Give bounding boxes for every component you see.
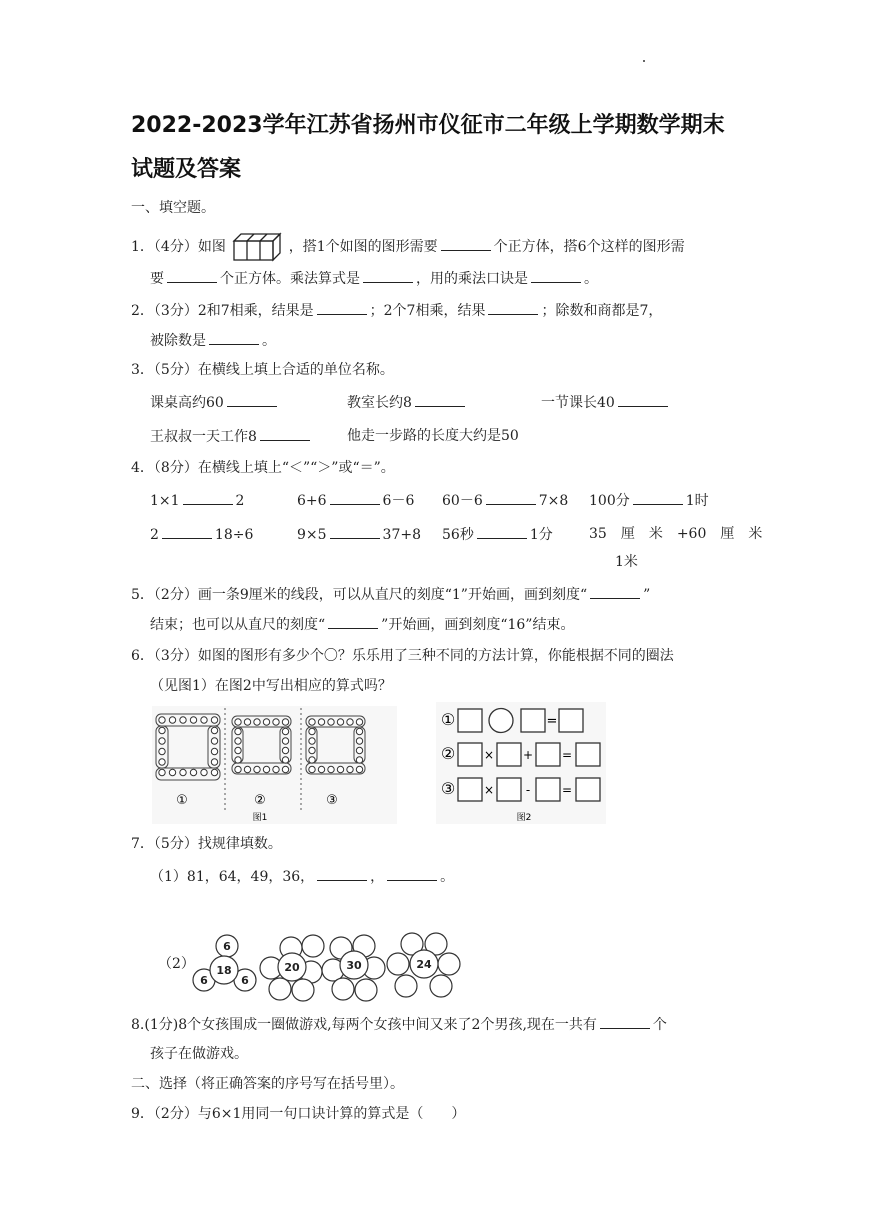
small-circle	[190, 717, 196, 723]
compare-left: 56秒	[442, 527, 474, 543]
question-8-line2: 孩子在做游戏。	[150, 1046, 248, 1062]
compare-left: 1×1	[150, 493, 180, 509]
answer-box[interactable]	[536, 743, 560, 766]
q3-item-1	[150, 392, 280, 413]
small-circle	[273, 719, 279, 725]
petal-circle[interactable]	[302, 935, 324, 957]
q4-compare	[589, 490, 709, 511]
doc-title-line2: 试题及答案	[131, 157, 242, 182]
compare-right: 1时	[685, 493, 709, 509]
small-circle	[328, 719, 334, 725]
compare-right: 6－6	[382, 493, 415, 509]
petal-circle[interactable]	[387, 953, 409, 975]
q1-text-g: 。	[584, 271, 598, 287]
operator: =	[561, 783, 573, 797]
answer-blank[interactable]	[618, 392, 668, 407]
q3-item-5: 他走一步路的长度大约是50	[347, 428, 519, 444]
small-circle	[201, 769, 207, 775]
q7-end: 。	[440, 869, 455, 885]
compare-right: 1分	[529, 527, 553, 543]
question-2-line1	[131, 300, 662, 321]
small-circle	[201, 717, 207, 723]
question-2-line2	[150, 330, 276, 351]
question-5-line2	[150, 614, 574, 635]
compare-right: 2	[235, 493, 245, 509]
small-circle	[235, 719, 241, 725]
row-label: ③	[440, 779, 456, 798]
small-circle	[282, 719, 288, 725]
small-circle	[235, 747, 241, 753]
answer-blank[interactable]	[317, 866, 367, 881]
small-circle	[347, 766, 353, 772]
answer-blank[interactable]	[590, 584, 640, 599]
operator: =	[546, 714, 558, 729]
figure-caption: 图2	[516, 813, 532, 823]
question-8-line1	[131, 1014, 667, 1035]
answer-blank[interactable]	[330, 490, 380, 505]
answer-blank[interactable]	[209, 330, 259, 345]
small-circle	[263, 766, 269, 772]
answer-blank[interactable]	[317, 300, 367, 315]
q4-compare	[297, 490, 414, 511]
q2-text-e: 。	[262, 333, 276, 349]
q2-text-c: ；除数和商都是7，	[541, 303, 663, 319]
answer-blank[interactable]	[330, 524, 380, 539]
small-circle	[356, 747, 362, 753]
small-circle	[159, 769, 165, 775]
center-number: 30	[346, 959, 362, 972]
question-6-line1: 6．（3分）如图的图形有多少个〇？乐乐用了三种不同的方法计算，你能根据不同的圈法	[131, 648, 674, 664]
answer-box[interactable]	[576, 743, 600, 766]
small-circle	[190, 769, 196, 775]
petal-number: 6	[241, 974, 249, 987]
small-circle	[309, 766, 315, 772]
small-circle	[254, 719, 260, 725]
operator: -	[525, 783, 531, 797]
figure-label: ①	[176, 793, 188, 808]
q4-compare	[297, 524, 421, 545]
figure-caption: 图1	[252, 813, 268, 823]
small-circle	[159, 748, 165, 754]
small-circle	[211, 769, 217, 775]
small-circle	[356, 738, 362, 744]
answer-blank[interactable]	[441, 236, 491, 251]
operator-circle[interactable]	[489, 709, 513, 733]
q7-sep: ，	[370, 869, 385, 885]
small-circle	[235, 738, 241, 744]
small-circle	[282, 728, 288, 734]
petal-circle[interactable]	[355, 979, 377, 1001]
small-circle	[356, 719, 362, 725]
answer-box[interactable]	[458, 743, 482, 766]
answer-blank[interactable]	[363, 268, 413, 283]
doc-title-line1: 2022-2023学年江苏省扬州市仪征市二年级上学期数学期末	[131, 113, 725, 138]
small-circle	[169, 717, 175, 723]
answer-blank[interactable]	[260, 426, 310, 441]
small-circle	[263, 719, 269, 725]
small-circle	[244, 766, 250, 772]
small-circle	[211, 738, 217, 744]
petal-circle[interactable]	[430, 975, 452, 997]
answer-box[interactable]	[536, 778, 560, 801]
flower-numbers-figure	[186, 926, 462, 1006]
small-circle	[282, 747, 288, 753]
small-circle	[347, 719, 353, 725]
compare-left: 100分	[589, 493, 630, 509]
q5-text-c: 结束；也可以从直尺的刻度“	[150, 617, 326, 633]
q2-text-a: 2．（3分）2和7相乘，结果是	[131, 303, 314, 319]
q4-compare-last: 35 厘 米 +60 厘 米	[589, 526, 763, 542]
small-circle	[211, 717, 217, 723]
small-circle	[309, 728, 315, 734]
small-circle	[282, 766, 288, 772]
q8-text-a: 8.(1分)8个女孩围成一圈做游戏,每两个女孩中间又来了2个男孩,现在一共有	[131, 1017, 597, 1033]
answer-blank[interactable]	[387, 866, 437, 881]
small-circle	[273, 766, 279, 772]
q3-item-3-text: 一节课长40	[541, 395, 615, 411]
answer-box[interactable]	[458, 709, 482, 732]
q3-item-4	[150, 426, 313, 447]
small-circle	[309, 738, 315, 744]
answer-blank[interactable]	[600, 1014, 650, 1029]
small-circle	[180, 717, 186, 723]
petal-circle[interactable]	[292, 979, 314, 1001]
q4-compare	[150, 490, 244, 511]
small-circle	[337, 719, 343, 725]
answer-blank[interactable]	[477, 524, 527, 539]
answer-blank[interactable]	[167, 268, 217, 283]
q3-item-3	[541, 392, 671, 413]
question-3-head: 3．（5分）在横线上填上合适的单位名称。	[131, 362, 394, 378]
answer-blank[interactable]	[486, 490, 536, 505]
petal-circle[interactable]	[269, 978, 291, 1000]
small-circle	[159, 738, 165, 744]
cube-figure-icon	[232, 232, 282, 262]
answer-box[interactable]	[521, 709, 545, 732]
q3-item-1-text: 课桌高约60	[150, 395, 224, 411]
q5-text-a: 5．（2分）画一条9厘米的线段，可以从直尺的刻度“1”开始画，画到刻度“	[131, 587, 588, 603]
figure-label: ③	[326, 793, 338, 808]
small-circle	[356, 766, 362, 772]
q1-text-f: ，用的乘法口诀是	[416, 271, 528, 287]
answer-box[interactable]	[559, 709, 583, 732]
small-circle	[244, 719, 250, 725]
row-label: ②	[440, 744, 456, 763]
q4-compare	[150, 524, 253, 545]
q3-item-2-text: 教室长约8	[347, 395, 412, 411]
row-label: ①	[440, 710, 456, 729]
answer-blank[interactable]	[328, 614, 378, 629]
small-circle	[337, 766, 343, 772]
q3-item-2	[347, 392, 468, 413]
equation-boxes-figure	[436, 702, 606, 824]
compare-right: 7×8	[538, 493, 569, 509]
petal-circle[interactable]	[332, 978, 354, 1000]
circle-groups-figure	[152, 706, 397, 824]
compare-left: 9×5	[297, 527, 327, 543]
q4-compare	[442, 524, 553, 545]
small-circle	[356, 728, 362, 734]
q7-sequence: （1）81，64，49，36，	[150, 869, 315, 885]
small-circle	[169, 769, 175, 775]
center-number: 20	[284, 961, 300, 974]
q2-text-b: ；2个7相乘，结果	[369, 303, 486, 319]
small-circle	[235, 766, 241, 772]
petal-number: 6	[223, 940, 231, 953]
q1-text-a: 1．（4分）如图	[131, 239, 226, 255]
small-circle	[211, 727, 217, 733]
answer-blank[interactable]	[227, 392, 277, 407]
question-6-line2: （见图1）在图2中写出相应的算式吗？	[150, 678, 392, 694]
answer-blank[interactable]	[488, 300, 538, 315]
small-circle	[235, 728, 241, 734]
q1-text-c: 个正方体，搭6个这样的图形需	[493, 239, 685, 255]
answer-box[interactable]	[497, 743, 521, 766]
small-circle	[254, 766, 260, 772]
small-circle	[180, 769, 186, 775]
center-number: 24	[416, 958, 432, 971]
operator: =	[561, 748, 573, 762]
small-circle	[159, 759, 165, 765]
answer-blank[interactable]	[162, 524, 212, 539]
small-circle	[159, 717, 165, 723]
petal-number: 6	[200, 974, 208, 987]
answer-box[interactable]	[576, 778, 600, 801]
q4-compare	[442, 490, 568, 511]
q2-text-d: 被除数是	[150, 333, 206, 349]
answer-blank[interactable]	[633, 490, 683, 505]
q4-compare-last-right: 1米	[615, 554, 638, 570]
petal-circle[interactable]	[438, 953, 460, 975]
q7-part-1	[150, 866, 454, 887]
small-circle	[318, 766, 324, 772]
q3-item-4-text: 王叔叔一天工作8	[150, 429, 257, 445]
page-dot	[643, 60, 645, 62]
answer-blank[interactable]	[183, 490, 233, 505]
compare-right: 18÷6	[214, 527, 254, 543]
operator: ×	[483, 748, 495, 762]
q7-part-2-label: （2）	[158, 956, 195, 972]
q1-text-d: 要	[150, 271, 164, 287]
compare-left: 60－6	[442, 493, 483, 509]
section-heading-choice: 二、选择（将正确答案的序号写在括号里）。	[131, 1076, 404, 1092]
question-4-head: 4．（8分）在横线上填上“＜”“＞”或“＝”。	[131, 460, 395, 476]
operator: ×	[483, 783, 495, 797]
small-circle	[211, 759, 217, 765]
answer-box[interactable]	[497, 778, 521, 801]
figure-label: ②	[254, 793, 266, 808]
compare-right: 37+8	[382, 527, 421, 543]
q5-text-b: ”	[643, 587, 651, 603]
petal-circle[interactable]	[395, 975, 417, 997]
small-circle	[318, 719, 324, 725]
small-circle	[211, 748, 217, 754]
compare-left: 6+6	[297, 493, 327, 509]
section-heading-fill: 一、填空题。	[131, 200, 215, 216]
q5-text-d: ”开始画，画到刻度“16”结束。	[381, 617, 575, 633]
small-circle	[282, 738, 288, 744]
question-1-line2	[150, 268, 598, 289]
answer-blank[interactable]	[531, 268, 581, 283]
center-number: 18	[216, 964, 232, 977]
small-circle	[328, 766, 334, 772]
compare-left: 2	[150, 527, 159, 543]
small-circle	[159, 727, 165, 733]
question-9: 9．（2分）与6×1用同一句口诀计算的算式是（ ）	[131, 1106, 466, 1122]
question-5-line1	[131, 584, 650, 605]
answer-box[interactable]	[458, 778, 482, 801]
small-circle	[309, 719, 315, 725]
operator: +	[522, 748, 534, 762]
q1-text-e: 个正方体。乘法算式是	[220, 271, 360, 287]
question-1-line1	[131, 232, 685, 262]
q8-text-b: 个	[652, 1017, 667, 1033]
answer-blank[interactable]	[415, 392, 465, 407]
q1-text-b: ，搭1个如图的图形需要	[288, 239, 438, 255]
small-circle	[309, 747, 315, 753]
question-7-head: 7．（5分）找规律填数。	[131, 836, 282, 852]
